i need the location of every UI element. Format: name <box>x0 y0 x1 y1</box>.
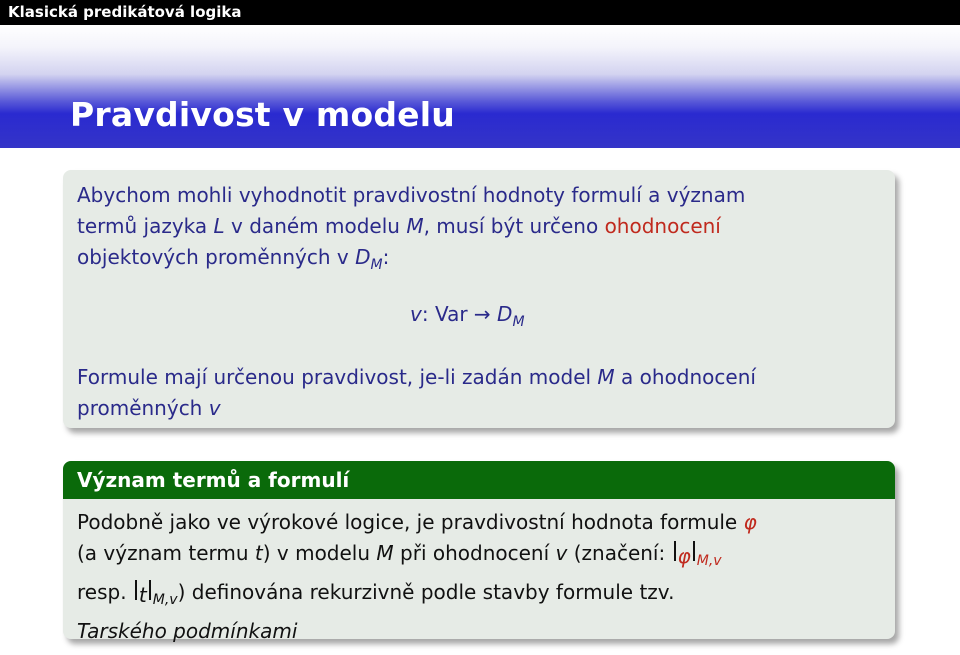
math-D: D <box>355 245 371 269</box>
para-line-2 <box>77 393 887 424</box>
norm-bracket <box>135 580 151 607</box>
intro-line-2 <box>77 211 887 242</box>
title-band <box>0 25 960 148</box>
math-v: v <box>208 396 221 420</box>
definition-body <box>77 507 887 647</box>
math-t: t <box>254 541 263 565</box>
text-run: v daném modelu <box>224 214 407 238</box>
math-subscript: M <box>370 257 383 273</box>
math-L: L <box>213 214 225 238</box>
definition-block-header <box>63 461 895 499</box>
text-run: Podobně jako ve výrokové logice, je pravdivostní hodnota formule <box>77 510 744 534</box>
definition-heading: Význam termů a formulí <box>77 468 350 492</box>
text-run: při ohodnocení <box>393 541 556 565</box>
text-run: Formule mají určenou pravdivost, je-li zadán model <box>77 365 598 389</box>
math-subscript: M,v <box>696 553 722 569</box>
text-run: Abychom mohli vyhodnotit pravdivostní hodnoty formulí a význam <box>77 183 746 207</box>
text-run: ) definována rekurzivně podle stavby formule tzv. <box>177 580 675 604</box>
text-run: termů jazyka <box>77 214 214 238</box>
top-header-bar <box>0 0 960 25</box>
text-run: : <box>382 245 390 269</box>
para-line-1 <box>77 362 887 393</box>
math-D: D <box>497 302 513 326</box>
text-run: (a význam termu <box>77 541 255 565</box>
text-run: resp. <box>77 580 133 604</box>
def-line-2 <box>77 538 887 577</box>
math-v: v <box>410 302 422 326</box>
math-v: v <box>555 541 568 565</box>
frame-title: Pravdivost v modelu <box>70 95 455 134</box>
math-M: M <box>376 541 394 565</box>
text-run: proměnných <box>77 396 209 420</box>
def-line-3 <box>77 577 887 616</box>
def-line-4: Tarského podmínkami <box>77 619 298 643</box>
text-run: (značení: <box>567 541 672 565</box>
section-title: Klasická predikátová logika <box>8 3 242 21</box>
text-run: , musí být určeno <box>423 214 605 238</box>
math-subscript: M,v <box>152 592 178 608</box>
intro-line-3 <box>77 242 887 281</box>
intro-paragraph <box>77 180 887 281</box>
text-run: ) v modelu <box>262 541 377 565</box>
math-t: t <box>138 583 147 607</box>
math-M: M <box>597 365 615 389</box>
math-colon: : <box>421 302 429 326</box>
second-paragraph <box>77 362 887 424</box>
text-run: a ohodnocení <box>614 365 756 389</box>
arrow-icon: → <box>473 302 491 326</box>
math-var: Var <box>434 302 468 326</box>
math-phi: φ <box>677 544 691 568</box>
def-line-1 <box>77 507 887 538</box>
math-M: M <box>406 214 424 238</box>
assignment-equation <box>410 302 525 330</box>
intro-line-1 <box>77 180 887 211</box>
math-subscript: M <box>512 314 525 330</box>
text-run: objektových proměnných v <box>77 245 356 269</box>
math-phi: φ <box>743 510 757 534</box>
norm-bracket <box>674 541 695 568</box>
alert-term: ohodnocení <box>604 214 721 238</box>
